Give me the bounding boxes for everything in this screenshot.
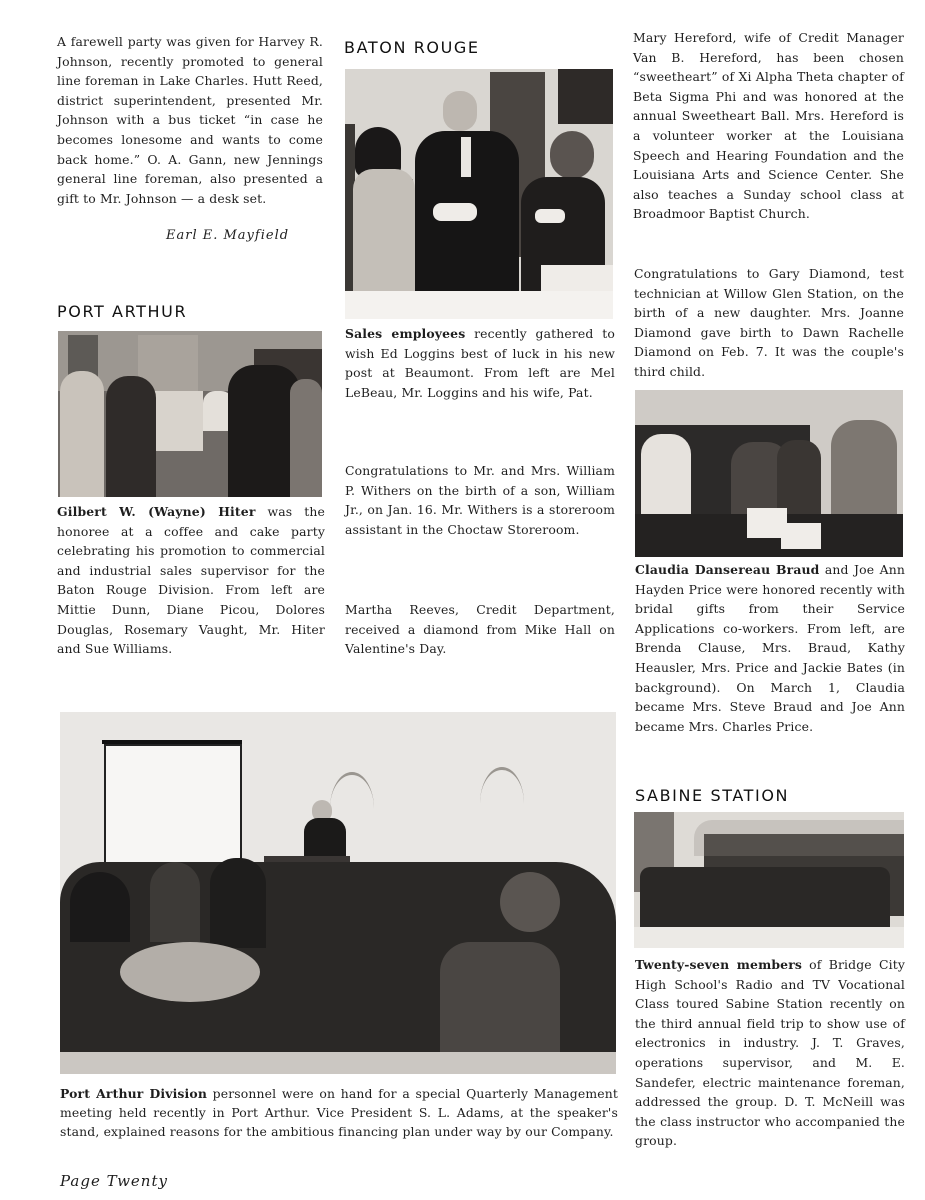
caption-bold-name: Twenty-seven members xyxy=(635,957,802,972)
sabine-station-photo-caption xyxy=(635,955,905,1151)
service-applications-bridal-photo xyxy=(635,390,903,557)
port-arthur-photo-caption xyxy=(57,502,325,659)
reeves-engagement-paragraph: Martha Reeves, Credit Department, received a diamond from Mike Hall on Valentine's Day. xyxy=(345,602,615,657)
page-number-footer: Page Twenty xyxy=(60,1172,168,1190)
caption-text: personnel were on hand for a special Quarterly Management meeting held recently in Port Arthur. Vice President S. L. Adams, at the speaker's stand, explained reasons for the ambitious financing plan under way by our Company. xyxy=(60,1086,618,1139)
sabine-station-group-photo xyxy=(634,812,904,948)
baton-rouge-farewell-photo xyxy=(345,69,613,319)
lake-charles-farewell-paragraph: A farewell party was given for Harvey R. Johnson, recently promoted to general line foreman in Lake Charles. Hutt Reed, district superintendent, presented Mr. Johnson with a bus ticket “in case he becomes lonesome and wants to come back home.” O. A. Gann, new Jennings general line foreman, also presented a gift to Mr. Johnson — a desk set. xyxy=(57,34,323,206)
section-heading-sabine-station: SABINE STATION xyxy=(635,786,790,805)
section-heading-baton-rouge: BATON ROUGE xyxy=(344,38,480,57)
diamond-birth-paragraph: Congratulations to Gary Diamond, test technician at Willow Glen Station, on the birth of a new daughter. Mrs. Joanne Diamond gave birth to Dawn Rachelle Diamond on Feb. 7. It was the couple's third child. xyxy=(634,266,904,379)
caption-text: and Joe Ann Hayden Price were honored recently with bridal gifts from their Service Applications co-workers. From left, are Brenda Clause, Mrs. Braud, Kathy Heausler, Mrs. Price and Jackie Bates (in background). On March 1, Claudia became Mrs. Steve Braud and Joe Ann became Mrs. Charles Price. xyxy=(635,562,906,734)
caption-text: recently gathered to wish Ed Loggins best of luck in his new post at Beaumont. From left are Mel LeBeau, Mr. Loggins and his wife, Pat. xyxy=(345,326,615,400)
caption-bold-name: Port Arthur Division xyxy=(60,1086,207,1101)
port-arthur-office-photo xyxy=(58,331,322,497)
caption-bold-name: Gilbert W. (Wayne) Hiter xyxy=(57,504,256,519)
management-meeting-photo-caption xyxy=(60,1084,618,1141)
caption-bold-name: Claudia Dansereau Braud xyxy=(635,562,820,577)
baton-rouge-photo-caption xyxy=(345,324,615,402)
bridal-gifts-photo-caption xyxy=(635,560,905,736)
management-meeting-photo xyxy=(60,712,616,1074)
section-heading-port-arthur: PORT ARTHUR xyxy=(57,302,188,321)
author-signature: Earl E. Mayfield xyxy=(166,228,290,243)
caption-bold-name: Sales employees xyxy=(345,326,466,341)
withers-birth-paragraph: Congratulations to Mr. and Mrs. William P. Withers on the birth of a son, William Jr., on Jan. 16. Mr. Withers is a storeroom assistant in the Choctaw Storeroom. xyxy=(345,463,615,537)
caption-text: was the honoree at a coffee and cake party celebrating his promotion to commercial and industrial sales supervisor for the Baton Rouge Division. From left are Mittie Dunn, Diane Picou, Dolores Douglas, Rosemary Vaught, Mr. Hiter and Sue Williams. xyxy=(57,504,325,657)
hereford-sweetheart-paragraph: Mary Hereford, wife of Credit Manager Van B. Hereford, has been chosen “sweetheart” of Xi Alpha Theta chapter of Beta Sigma Phi and was honored at the annual Sweetheart Ball. Mrs. Hereford is a volunteer worker at the Louisiana Speech and Hearing Foundation and the Louisiana Arts and Science Center. She also teaches a Sunday school class at Broadmoor Baptist Church. xyxy=(633,30,904,222)
caption-text: of Bridge City High School's Radio and TV Vocational Class toured Sabine Station recently on the third annual field trip to show use of electronics in industry. J. T. Graves, operations supervisor, and M. E. Sandefer, electric maintenance foreman, addressed the group. D. T. McNeill was the class instructor who accompanied the group. xyxy=(635,957,905,1149)
